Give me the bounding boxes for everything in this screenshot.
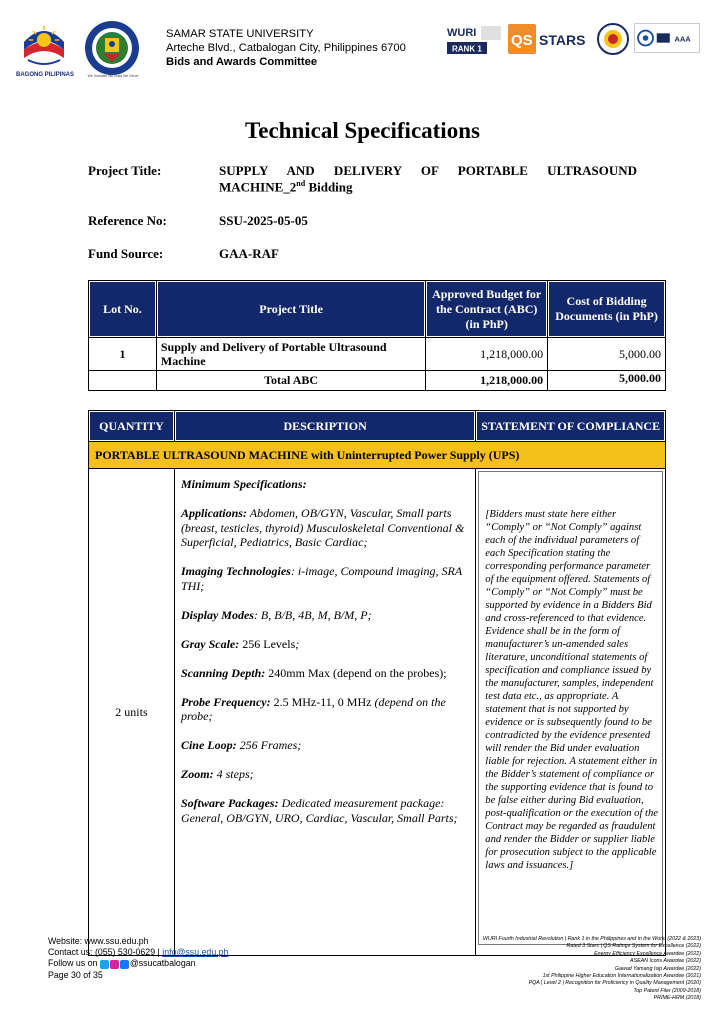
total-row — [89, 371, 666, 391]
award-line: Energy Efficiency Excellence Awardee (2022) — [594, 950, 701, 957]
project-title-line2 — [219, 179, 637, 195]
quantity-header: QUANTITY — [89, 411, 175, 442]
abc-header: Approved Budget for the Contract (ABC) (in PhP) — [426, 281, 548, 338]
accreditation-badge — [634, 23, 700, 53]
project-title-bidding: Bidding — [305, 179, 353, 195]
product-band-row — [89, 442, 666, 469]
lot-project-title: Supply and Delivery of Portable Ultrasound Machine — [156, 338, 425, 371]
lot-table — [88, 280, 666, 391]
min-spec-heading: Minimum Specifications: — [180, 477, 307, 491]
footer-awards — [371, 936, 701, 1003]
footer-website[interactable]: Website: www.ssu.edu.ph — [48, 936, 149, 946]
description-cell — [174, 469, 475, 956]
footer-contact — [48, 936, 228, 981]
logo1-caption: BAGONG PILIPINAS — [15, 72, 74, 78]
award-line: PRIME-HRM (2018) — [653, 995, 701, 1002]
bagong-pilipinas-logo — [18, 20, 70, 72]
fund-source-value: GAA-RAF — [219, 246, 279, 261]
spec-table — [88, 410, 666, 956]
footer-follow-line: Follow us on @ssucatbalogan — [48, 958, 196, 969]
compliance-instructions: [Bidders must state here either “Comply” or “Not Comply” against each of the individual parameters of each Specification stating the corresponding performance parameter of the equipment offered. Statements of “Comply” or “Not Comply” must be supported by evidence in a Bidders Bid and cross-referenced to that evidence. Evidence shall be in the form of manufacturer’s un-amended sales literature, unconditional statements of specification and compliance issued by the manufacturer, samples, independent test data etc., as appropriate. A statement that is not supported by evidence or is subsequently found to be contradicted by the evidence presented will render the Bid under evaluation liable for rejection. A statement either in the Bidder’s statement of compliance or the supporting evidence that is found to be false either during Bid evaluation, post-qualification or the execution of the Contract may be regarded as fraudulent and render the Bidder or supplier liable for prosecution subject to the applicable laws and issuances.] — [478, 471, 663, 945]
spec-row — [89, 469, 666, 956]
spec-scanning-depth: Scanning Depth: 240mm Max (depend on the probes); — [180, 665, 447, 680]
spec-cine-loop: Cine Loop: 256 Frames; — [180, 738, 302, 752]
wuri-rank: RANK 1 — [452, 44, 482, 54]
aaa-label: AAA — [674, 34, 691, 44]
spec-software: Software Packages: Dedicated measurement package: General, OB/GYN, URO, Cardiac, Vascular, Small Parts; — [180, 796, 458, 825]
instagram-icon[interactable] — [110, 960, 119, 969]
spec-gray-scale: Gray Scale: 256 Levels; — [180, 636, 300, 651]
footer-email-link[interactable]: info@ssu.edu.ph — [162, 947, 229, 958]
university-name: SAMAR STATE UNIVERSITY — [166, 28, 314, 40]
lot-cost: 5,000.00 — [548, 338, 666, 371]
award-line: WURI Fourth Industrial Revolution | Rank 1 in the Philippines and in the World (2022 & 2023) — [482, 936, 701, 942]
social-handle[interactable]: @ssucatbalogan — [129, 958, 196, 969]
spec-table-header — [89, 411, 666, 442]
lot-table-header — [89, 281, 666, 338]
wuri-rank-badge — [445, 24, 503, 56]
project-title-sup: nd — [296, 179, 306, 188]
footer-contact-line: Contact us: (055) 530-0629 | info@ssu.edu.ph — [48, 947, 229, 958]
award-line: Gawad Yamang Isip Awardee (2022) — [614, 965, 701, 972]
spec-display-modes: Display Modes: B, B/B, 4B, M, B/M, P; — [180, 607, 372, 622]
wuri-label: WURI — [447, 27, 477, 39]
lot-row — [89, 338, 666, 371]
quantity-cell: 2 units — [89, 469, 175, 956]
qs-stars-badge — [508, 24, 590, 54]
project-title-label: Project Title: — [88, 163, 162, 178]
office-name: Bids and Awards Committee — [166, 56, 318, 68]
award-line: ASEAN Icons Awardee (2022) — [630, 958, 701, 965]
award-line: Top Patent Filer (2009-2018) — [633, 987, 701, 994]
award-line: Rated 3 Stars | QS Ratings System for Excellence (2022) — [566, 943, 701, 950]
total-abc: 1,218,000.00 — [426, 371, 548, 391]
lot-abc: 1,218,000.00 — [426, 338, 548, 371]
header-text — [166, 27, 406, 69]
qs-label: QS — [511, 32, 533, 49]
project-title-machine: MACHINE_2 — [219, 179, 297, 195]
spec-applications: Applications: Abdomen, OB/GYN, Vascular, Small parts (breast, testicles, thyroid) Musculoskeletal Conventional & Superficial, Pediatrics, Basic Cardiac; — [180, 506, 465, 549]
award-line: PQA | Level 2 | Recognition for Proficiency in Quality Management (2020) — [528, 980, 701, 987]
lot-no-header: Lot No. — [89, 281, 157, 338]
total-label: Total ABC — [156, 371, 425, 391]
stars-label: STARS — [539, 32, 586, 48]
spec-imaging: Imaging Technologies: i-image, Compound imaging, SRA THI; — [180, 564, 462, 593]
reference-label: Reference No: — [88, 213, 167, 228]
university-address: Arteche Blvd., Catbalogan City, Philippines 6700 — [166, 42, 406, 54]
total-empty-cell — [89, 371, 157, 391]
lot-number: 1 — [89, 338, 157, 371]
award-seal-icon — [597, 23, 629, 55]
compliance-header: STATEMENT OF COMPLIANCE — [476, 411, 666, 442]
compliance-cell — [476, 469, 666, 956]
fund-source-label: Fund Source: — [88, 246, 164, 261]
page-number: Page 30 of 35 — [48, 969, 103, 980]
facebook-icon[interactable] — [120, 960, 129, 969]
description-header: DESCRIPTION — [174, 411, 475, 442]
product-band: PORTABLE ULTRASOUND MACHINE with Uninterrupted Power Supply (UPS) — [89, 442, 666, 469]
total-cost: 5,000.00 — [548, 371, 666, 391]
project-title-line1: SUPPLY AND DELIVERY OF PORTABLE ULTRASOUND — [219, 163, 637, 178]
twitter-icon[interactable] — [100, 960, 109, 969]
spec-probe-frequency: Probe Frequency: 2.5 MHz-11, 0 MHz (depend on the probe; — [180, 694, 446, 723]
samar-state-university-seal — [84, 20, 140, 76]
bidding-cost-header: Cost of Bidding Documents (in PhP) — [548, 281, 666, 338]
project-title-header: Project Title — [156, 281, 425, 338]
reference-value: SSU-2025-05-05 — [219, 213, 308, 228]
document-title: Technical Specifications — [245, 118, 480, 143]
spec-zoom: Zoom: 4 steps; — [180, 767, 254, 781]
logo2-caption: We Innovate We Build We Serve — [87, 74, 139, 78]
award-line: 1st Philippine Higher Education Internationalization Awardee (2021) — [542, 973, 701, 980]
